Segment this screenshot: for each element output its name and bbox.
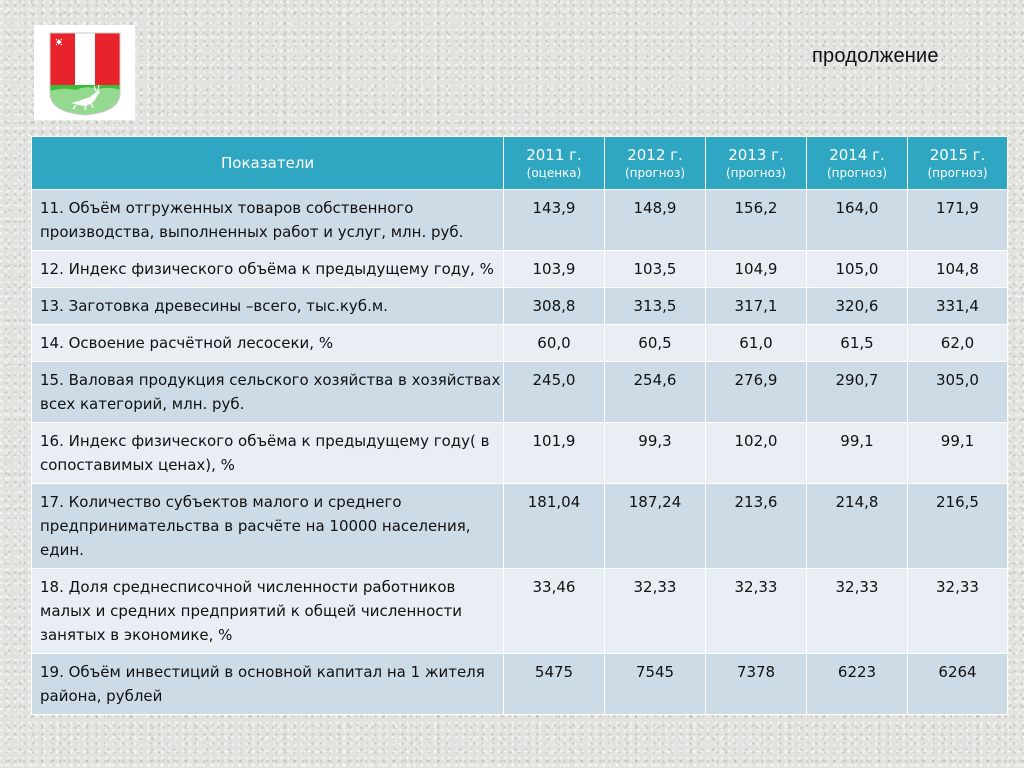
cell-value: 148,9 (605, 190, 706, 251)
row-label: 14. Освоение расчётной лесосеки, % (32, 325, 504, 362)
column-header-2011 (504, 137, 605, 190)
cell-value: 290,7 (807, 362, 908, 423)
cell-value: 33,46 (504, 569, 605, 654)
column-header-note: (прогноз) (826, 166, 888, 180)
table-row (32, 569, 1008, 654)
cell-value: 32,33 (908, 569, 1008, 654)
cell-value: 317,1 (706, 288, 807, 325)
cell-value: 60,0 (504, 325, 605, 362)
table-row (32, 484, 1008, 569)
cell-value: 305,0 (908, 362, 1008, 423)
column-header-note: (оценка) (526, 166, 582, 180)
cell-value: 6264 (908, 654, 1008, 715)
cell-value: 308,8 (504, 288, 605, 325)
cell-value: 313,5 (605, 288, 706, 325)
row-label: 18. Доля среднесписочной численности работников малых и средних предприятий к общей численности занятых в экономике, % (32, 569, 504, 654)
column-header-note: (прогноз) (725, 166, 787, 180)
cell-value: 254,6 (605, 362, 706, 423)
column-header-2012 (605, 137, 706, 190)
table-row (32, 251, 1008, 288)
column-header-2013 (706, 137, 807, 190)
row-label: 19. Объём инвестиций в основной капитал на 1 жителя района, рублей (32, 654, 504, 715)
cell-value: 103,5 (605, 251, 706, 288)
cell-value: 181,04 (504, 484, 605, 569)
cell-value: 7545 (605, 654, 706, 715)
table-row (32, 288, 1008, 325)
cell-value: 62,0 (908, 325, 1008, 362)
cell-value: 216,5 (908, 484, 1008, 569)
cell-value: 105,0 (807, 251, 908, 288)
table-row (32, 190, 1008, 251)
row-label: 13. Заготовка древесины –всего, тыс.куб.м. (32, 288, 504, 325)
cell-value: 32,33 (807, 569, 908, 654)
cell-value: 171,9 (908, 190, 1008, 251)
row-label: 11. Объём отгруженных товаров собственного производства, выполненных работ и услуг, млн. руб. (32, 190, 504, 251)
cell-value: 143,9 (504, 190, 605, 251)
cell-value: 156,2 (706, 190, 807, 251)
coat-of-arms-icon (34, 25, 135, 120)
cell-value: 331,4 (908, 288, 1008, 325)
cell-value: 6223 (807, 654, 908, 715)
table-row (32, 325, 1008, 362)
cell-value: 61,0 (706, 325, 807, 362)
column-header-year: 2011 г. (526, 146, 582, 164)
cell-value: 32,33 (605, 569, 706, 654)
column-header-2015 (908, 137, 1008, 190)
cell-value: 104,9 (706, 251, 807, 288)
cell-value: 102,0 (706, 423, 807, 484)
cell-value: 245,0 (504, 362, 605, 423)
row-label: 12. Индекс физического объёма к предыдущему году, % (32, 251, 504, 288)
continuation-label: продолжение (812, 45, 939, 67)
cell-value: 187,24 (605, 484, 706, 569)
cell-value: 104,8 (908, 251, 1008, 288)
column-header-year: 2013 г. (728, 146, 784, 164)
column-header-year: 2014 г. (829, 146, 885, 164)
column-header-label: Показатели (221, 154, 315, 172)
cell-value: 99,3 (605, 423, 706, 484)
column-header-year: 2012 г. (627, 146, 683, 164)
table-row (32, 423, 1008, 484)
cell-value: 320,6 (807, 288, 908, 325)
cell-value: 61,5 (807, 325, 908, 362)
cell-value: 101,9 (504, 423, 605, 484)
table-header-row (32, 137, 1008, 190)
column-header-indicators (32, 137, 504, 190)
table-row (32, 654, 1008, 715)
column-header-year: 2015 г. (929, 146, 986, 164)
cell-value: 103,9 (504, 251, 605, 288)
table-row (32, 362, 1008, 423)
cell-value: 32,33 (706, 569, 807, 654)
cell-value: 99,1 (908, 423, 1008, 484)
cell-value: 99,1 (807, 423, 908, 484)
cell-value: 5475 (504, 654, 605, 715)
row-label: 17. Количество субъектов малого и среднего предпринимательства в расчёте на 10000 населения, един. (32, 484, 504, 569)
indicators-table (31, 136, 1008, 715)
cell-value: 276,9 (706, 362, 807, 423)
cell-value: 213,6 (706, 484, 807, 569)
cell-value: 164,0 (807, 190, 908, 251)
column-header-note: (прогноз) (927, 166, 988, 180)
row-label: 15. Валовая продукция сельского хозяйства в хозяйствах всех категорий, млн. руб. (32, 362, 504, 423)
column-header-note: (прогноз) (624, 166, 686, 180)
column-header-2014 (807, 137, 908, 190)
cell-value: 214,8 (807, 484, 908, 569)
cell-value: 60,5 (605, 325, 706, 362)
coat-of-arms (34, 25, 135, 120)
cell-value: 7378 (706, 654, 807, 715)
row-label: 16. Индекс физического объёма к предыдущему году( в сопоставимых ценах), % (32, 423, 504, 484)
